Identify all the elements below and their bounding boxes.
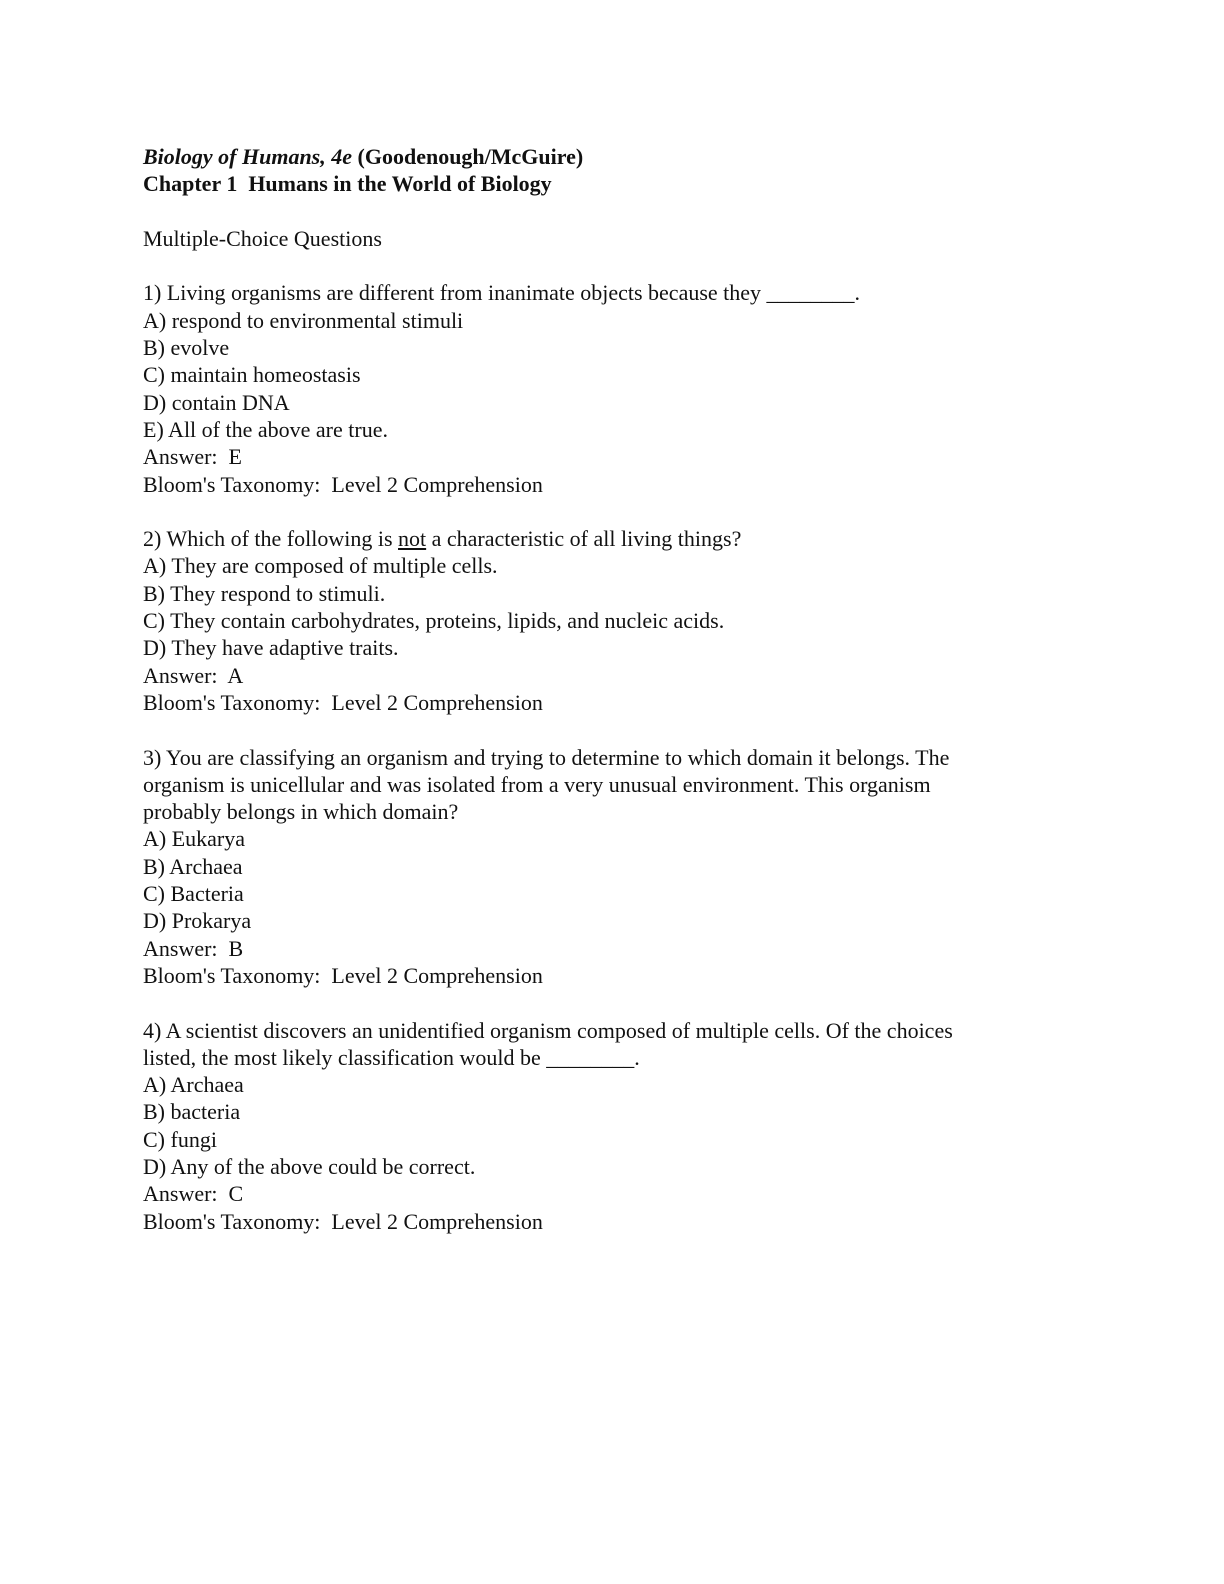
answer: Answer: B bbox=[143, 935, 244, 961]
question-stem bbox=[143, 525, 1043, 552]
question-text-underlined: not bbox=[398, 526, 427, 552]
document-page bbox=[143, 143, 1043, 1235]
question-2 bbox=[143, 525, 1043, 716]
option-b: B) evolve bbox=[143, 335, 230, 361]
question-4 bbox=[143, 1017, 1043, 1235]
question-stem bbox=[143, 279, 1043, 306]
question-text: Living organisms are different from inanimate objects because they ________. bbox=[166, 280, 861, 306]
question-text-pre: Which of the following is bbox=[166, 526, 399, 552]
option-b: B) They respond to stimuli. bbox=[143, 580, 386, 606]
answer: Answer: A bbox=[143, 662, 244, 688]
question-number: 3) bbox=[143, 744, 162, 770]
option-d: D) Prokarya bbox=[143, 908, 252, 934]
option-e: E) All of the above are true. bbox=[143, 416, 388, 442]
question-number: 4) bbox=[143, 1017, 162, 1043]
option-b: B) bacteria bbox=[143, 1099, 241, 1125]
option-d: D) contain DNA bbox=[143, 389, 290, 415]
option-b: B) Archaea bbox=[143, 853, 243, 879]
question-text-line-1: You are classifying an organism and trying to determine to which domain it belongs. The bbox=[166, 744, 950, 770]
taxonomy: Bloom's Taxonomy: Level 2 Comprehension bbox=[143, 962, 543, 988]
option-d: D) Any of the above could be correct. bbox=[143, 1153, 476, 1179]
option-a: A) respond to environmental stimuli bbox=[143, 307, 464, 333]
question-stem bbox=[143, 1017, 1043, 1044]
question-number: 2) bbox=[143, 526, 162, 552]
question-stem bbox=[143, 744, 1043, 771]
book-title: Biology of Humans, 4e bbox=[143, 144, 353, 169]
option-c: C) They contain carbohydrates, proteins, lipids, and nucleic acids. bbox=[143, 608, 725, 634]
option-c: C) maintain homeostasis bbox=[143, 362, 361, 388]
option-c: C) Bacteria bbox=[143, 881, 244, 907]
taxonomy: Bloom's Taxonomy: Level 2 Comprehension bbox=[143, 471, 543, 497]
taxonomy: Bloom's Taxonomy: Level 2 Comprehension bbox=[143, 689, 543, 715]
question-3 bbox=[143, 744, 1043, 990]
answer: Answer: E bbox=[143, 444, 242, 470]
question-text-line-3: probably belongs in which domain? bbox=[143, 799, 459, 825]
option-a: A) They are composed of multiple cells. bbox=[143, 553, 498, 579]
option-c: C) fungi bbox=[143, 1126, 217, 1152]
authors: (Goodenough/McGuire) bbox=[357, 144, 584, 169]
taxonomy: Bloom's Taxonomy: Level 2 Comprehension bbox=[143, 1208, 543, 1234]
question-text-line-1: A scientist discovers an unidentified organism composed of multiple cells. Of the choices bbox=[165, 1017, 953, 1043]
book-title-line bbox=[143, 143, 1043, 170]
answer: Answer: C bbox=[143, 1181, 244, 1207]
chapter-title: Chapter 1 Humans in the World of Biology bbox=[143, 171, 552, 197]
section-heading: Multiple-Choice Questions bbox=[143, 225, 382, 251]
question-1 bbox=[143, 279, 1043, 497]
question-text-post: a characteristic of all living things? bbox=[426, 526, 742, 552]
question-number: 1) bbox=[143, 280, 162, 306]
question-text-line-2: organism is unicellular and was isolated from a very unusual environment. This organism bbox=[143, 771, 931, 797]
option-d: D) They have adaptive traits. bbox=[143, 635, 399, 661]
option-a: A) Archaea bbox=[143, 1072, 244, 1098]
question-text-line-2: listed, the most likely classification would be ________. bbox=[143, 1044, 640, 1070]
option-a: A) Eukarya bbox=[143, 826, 246, 852]
